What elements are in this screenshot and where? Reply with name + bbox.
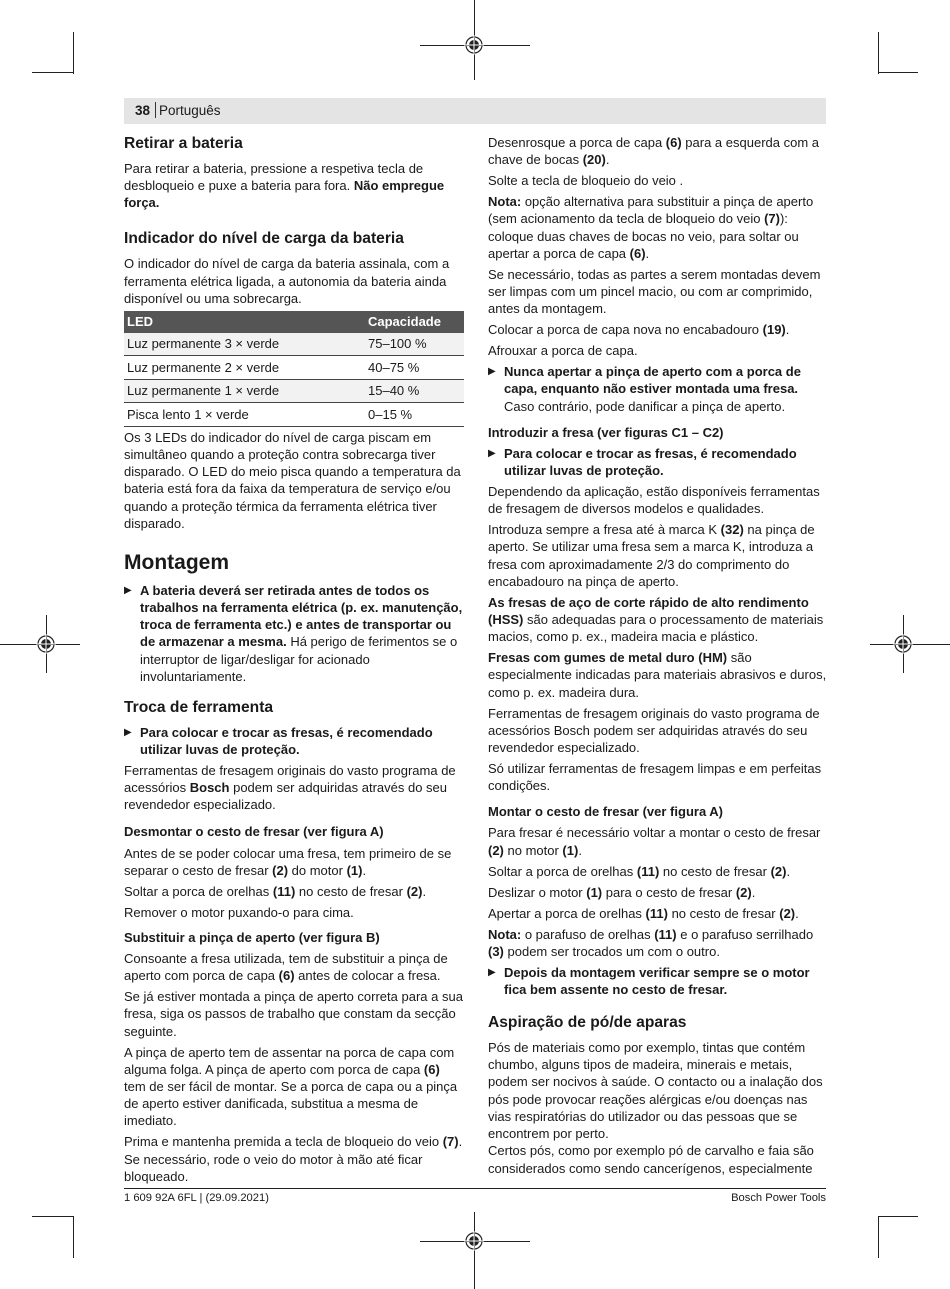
table-row: Luz permanente 2 × verde 40–75 %	[124, 356, 464, 380]
paragraph: Desenrosque a porca de capa (6) para a esquerda com a chave de bocas (20).	[488, 135, 819, 168]
paragraph: Prima e mantenha premida a tecla de bloqueio do veio (7). Se necessário, rode o veio do motor à mão até ficar bloqueado.	[124, 1134, 463, 1184]
crop-mark	[878, 1216, 879, 1258]
warning-bullet: ▶ Para colocar e trocar as fresas, é recomendado utilizar luvas de proteção.	[488, 445, 797, 479]
paragraph: Nota: o parafuso de orelhas (11) e o parafuso serrilhado (3) podem ser trocados um com o outro.	[488, 926, 814, 959]
warning-bullet: ▶ Depois da montagem verificar sempre se o motor fica bem assente no cesto de fresar.	[488, 964, 810, 998]
crop-mark	[32, 1216, 74, 1217]
paragraph: Afrouxar a porca de capa.	[488, 343, 638, 359]
page-header	[124, 98, 826, 124]
crop-mark	[878, 72, 918, 73]
paragraph: Se já estiver montada a pinça de aperto correta para a sua fresa, siga os passos de trabalho que constam da secção seguinte.	[124, 989, 463, 1039]
subsection-heading: Desmontar o cesto de fresar (ver figura A)	[124, 824, 384, 840]
paragraph: Introduza sempre a fresa até à marca K (32) na pinça de aperto. Se utilizar uma fresa sem a marca K, introduza a fresa com aproximadamente 2/3 do comprimento do encabadouro na pinça de aperto.	[488, 522, 815, 589]
paragraph: Soltar a porca de orelhas (11) no cesto de fresar (2).	[124, 883, 427, 899]
paragraph: Solte a tecla de bloqueio do veio .	[488, 173, 684, 189]
paragraph: Os 3 LEDs do indicador do nível de carga piscam em simultâneo quando a proteção contra sobrecarga tiver disparado. O LED do meio pisca quando a temperatura da bateria está fora da faixa da temperatura de serviço e/ou quando a proteção térmica da ferramenta elétrica tiver disparado.	[124, 429, 461, 531]
paragraph: Ferramentas de fresagem originais do vasto programa de acessórios Bosch podem ser adquiridas através do seu revendedor especializado.	[124, 763, 456, 813]
led-table	[124, 311, 464, 427]
bullet-arrow-icon: ▶	[124, 584, 132, 596]
warning-bullet: ▶ A bateria deverá ser retirada antes de todos os trabalhos na ferramenta elétrica (p. ex. manutenção, troca de ferramenta etc.) e antes de transportar ou de armazenar a mesma. Há perigo de ferimentos se o interruptor de ligar/desligar for acionado involuntariamente.	[124, 582, 463, 684]
subsection-heading: Introduzir a fresa (ver figuras C1 – C2)	[488, 424, 724, 440]
header-divider	[155, 102, 156, 118]
paragraph: A pinça de aperto tem de assentar na porca de capa com alguma folga. A pinça de aperto com porca de capa (6) tem de ser fácil de montar. Se a porca de capa ou a pinça de aperto estiver danificada, substitua a mesma de imediato.	[124, 1044, 458, 1129]
paragraph: Soltar a porca de orelhas (11) no cesto de fresar (2).	[488, 863, 791, 879]
registration-target-icon	[36, 634, 56, 654]
footer-rule	[124, 1188, 826, 1189]
paragraph: Ferramentas de fresagem originais do vasto programa de acessórios Bosch podem ser adquiridas através do seu revendedor especializado.	[488, 705, 820, 756]
subsection-heading: Montar o cesto de fresar (ver figura A)	[488, 804, 724, 820]
paragraph: Só utilizar ferramentas de fresagem limpas e em perfeitas condições.	[488, 761, 822, 794]
paragraph: Remover o motor puxando-o para cima.	[124, 904, 354, 920]
registration-target-icon	[464, 35, 484, 55]
paragraph: Certos pós, como por exemplo pó de carvalho e faia são considerados como sendo cancerígenos, especialmente	[488, 1143, 814, 1176]
table-row: Pisca lento 1 × verde 0–15 %	[124, 403, 464, 427]
warning-bullet: ▶ Nunca apertar a pinça de aperto com a porca de capa, enquanto não estiver montada uma fresa. Caso contrário, pode danificar a pinça de aperto.	[488, 364, 801, 414]
table-header: Capacidade	[365, 311, 464, 333]
crop-mark	[878, 1216, 918, 1217]
crop-mark	[73, 32, 74, 74]
section-heading: Retirar a bateria	[124, 135, 243, 152]
bullet-arrow-icon: ▶	[488, 447, 496, 459]
paragraph: Deslizar o motor (1) para o cesto de fresar (2).	[488, 884, 756, 900]
crop-mark	[878, 32, 879, 74]
paragraph: O indicador do nível de carga da bateria assinala, com a ferramenta elétrica ligada, a autonomia da bateria ainda disponível ou uma sobrecarga.	[124, 256, 450, 306]
bullet-arrow-icon: ▶	[124, 726, 132, 738]
subsection-heading: Substituir a pinça de aperto (ver figura B)	[124, 929, 380, 945]
bullet-arrow-icon: ▶	[488, 966, 496, 978]
bullet-arrow-icon: ▶	[488, 366, 496, 378]
crop-mark	[32, 72, 74, 73]
section-heading: Troca de ferramenta	[124, 698, 274, 716]
paragraph: Antes de se poder colocar uma fresa, tem primeiro de se separar o cesto de fresar (2) do motor (1).	[124, 845, 452, 878]
registration-target-icon	[464, 1231, 484, 1251]
section-heading: Indicador do nível de carga da bateria	[124, 230, 404, 248]
paragraph: Dependendo da aplicação, estão disponíveis ferramentas de fresagem de diversos modelos e qualidades.	[488, 484, 820, 517]
footer-brand: Bosch Power Tools	[731, 1192, 826, 1204]
table-header: LED	[124, 311, 365, 333]
table-row: Luz permanente 3 × verde 75–100 %	[124, 333, 464, 356]
paragraph: Apertar a porca de orelhas (11) no cesto de fresar (2).	[488, 905, 799, 921]
crop-mark	[73, 1216, 74, 1258]
paragraph: Consoante a fresa utilizada, tem de substituir a pinça de aperto com porca de capa (6) antes de colocar a fresa.	[124, 951, 448, 984]
paragraph: Fresas com gumes de metal duro (HM) são especialmente indicadas para materiais abrasivos e duros, como p. ex. madeira dura.	[488, 650, 827, 700]
chapter-heading: Montagem	[124, 550, 229, 574]
paragraph: Para fresar é necessário voltar a montar o cesto de fresar (2) no motor (1).	[488, 825, 821, 858]
warning-bullet: ▶ Para colocar e trocar as fresas, é recomendado utilizar luvas de proteção.	[124, 724, 433, 758]
header-language: Português	[159, 103, 221, 118]
table-row: Luz permanente 1 × verde 15–40 %	[124, 379, 464, 403]
left-column	[124, 134, 464, 1189]
paragraph: Colocar a porca de capa nova no encabadouro (19).	[488, 322, 790, 338]
paragraph: Nota: opção alternativa para substituir a pinça de aperto (sem acionamento da tecla de bloqueio do veio (7)): coloque duas chaves de bocas no veio, para soltar ou apertar a porca de capa (6).	[488, 194, 814, 261]
section-heading: Aspiração de pó/de aparas	[488, 1014, 687, 1032]
page-number: 38	[135, 103, 151, 118]
registration-target-icon	[893, 634, 913, 654]
right-column	[488, 134, 828, 1181]
paragraph: Pós de materiais como por exemplo, tintas que contém chumbo, alguns tipos de madeira, minerais e metais, podem ser nocivos à saúde. O contacto ou a inalação dos pós pode provocar reações alérgicas e/ou doenças nas vias respiratórias do utilizador ou das pessoas que se encontrem por perto.	[488, 1040, 823, 1142]
paragraph: As fresas de aço de corte rápido de alto rendimento (HSS) são adequadas para o processamento de materiais macios, como p. ex., madeira macia e plástico.	[488, 594, 824, 645]
paragraph: Se necessário, todas as partes a serem montadas devem ser limpas com um pincel macio, ou com ar comprimido, antes da montagem.	[488, 266, 821, 317]
footer-document-code: 1 609 92A 6FL | (29.09.2021)	[124, 1192, 269, 1204]
paragraph: Para retirar a bateria, pressione a respetiva tecla de desbloqueio e puxe a bateria para fora. Não empregue força.	[124, 161, 445, 211]
